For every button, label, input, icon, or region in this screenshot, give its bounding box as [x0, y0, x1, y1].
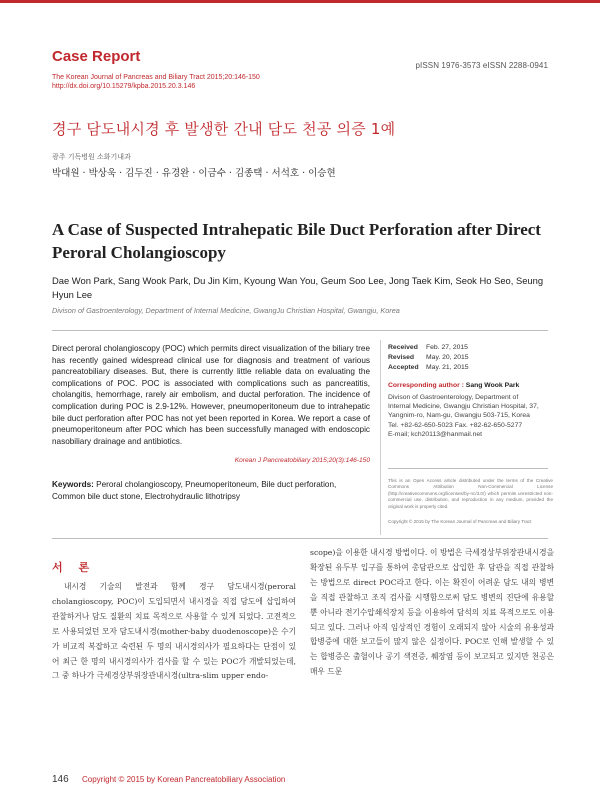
sidebar-divider	[380, 340, 381, 535]
body-left-column: 내시경 기술의 발전과 함께 경구 담도내시경(peroral cholangioscopy, POC)이 도입되면서 내시경을 직접 담도에 삽입하여 관찰하거나 담도 질환의 치료 목적으로 사용할 수 있게 되었다. 고전적으로 사용되었던 모자 담도내시경(mother-baby duodenoscope)은 수기가 비교적 복잡하고 숙련된 두 명의 내시경의사가 필요하다는 단점이 있어 최근 한 명의 내시경의사가 검사를 할 수 있는 POC가 개발되었는데, 그 중 하나가 극세경상부위장관내시경(ultra-slim upper endo-	[52, 582, 296, 681]
journal-citation-line: The Korean Journal of Pancreas and Biliary Tract 2015;20:146-150	[52, 74, 260, 81]
english-title: A Case of Suspected Intrahepatic Bile Duct Perforation after Direct Peroral Cholangioscopy	[52, 220, 541, 262]
korean-authors: 박대원 · 박상욱 · 김두진 · 유경완 · 이금수 · 김종택 · 서석호 · 이승현	[52, 168, 336, 179]
issn-line: pISSN 1976-3573 eISSN 2288-0941	[415, 61, 548, 70]
footer-copyright: Copyright © 2015 by Korean Pancreatobiliary Association	[82, 775, 286, 784]
section-heading-introduction: 서 론	[52, 561, 96, 574]
korean-title: 경구 담도내시경 후 발생한 간내 담도 천공 의증 1예	[52, 120, 396, 138]
page-number: 146	[52, 774, 69, 785]
keywords-label: Keywords:	[52, 480, 94, 489]
header-divider	[52, 330, 548, 331]
open-access-notice: This is an Open Access article distributed under the terms of the Creative Commons Attribution Non-Commercial License (http://creativecommons.org/licenses/by-nc/3.0/) which permits unrestricted non-commercial use, distribution, and reproduction in any medium, provided the original work is properly cited.	[388, 478, 553, 509]
sidebar-rule	[388, 468, 548, 469]
korean-affiliation: 광주 기독병원 소화기내과	[52, 153, 131, 161]
abstract-text: Direct peroral cholangioscopy (POC) which permits direct visualization of the biliary tree has recently gained widespread clinical use for diagnosis and treatment of various pancreatobiliary diseases. But, there is currently little reliable data on evaluating the complications of POC. POC is associated with complications such as pancreatitis, cholangitis, hemorrhage, rarely air embolism, and ductal perforation. The incidence of complication during POC is 2.9-12%. However, pneumoperitoneum due to intrahepatic bile duct perforation after POC has not yet been reported in Korea. We report a case of pneumoperitoneum after POC which has been successfully managed with endoscopic nasobiliary drainage and antibiotics.	[52, 344, 370, 446]
top-accent-rule	[0, 0, 600, 3]
english-affiliation: Divison of Gastroenterology, Department of Internal Medicine, GwangJu Christian Hospital, Gwangju, Korea	[52, 306, 400, 315]
article-type-label: Case Report	[52, 48, 141, 65]
keywords	[52, 479, 370, 502]
body-right-column: scope)을 이용한 내시경 방법이다. 이 방법은 극세경상부위장관내시경을 확장된 유두부 입구를 통하여 총담관으로 삽입한 후 담관을 직접 관찰하는 방법으로 direct POC라고 한다. 이는 확진이 어려운 담도 내의 병변을 직접 관찰하고 조직 검사를 시행함으로써 담도 병변의 진단에 유용할 뿐 아니라 전기수압쇄석장치 등을 이용하여 담석의 치료 목적으로도 이용되고 있다. 그러나 아직 임상적인 경험이 오래되지 않아 시술의 유용성과 합병증에 대한 보고들이 많지 않은 실정이다. POC로 인해 발생할 수 있는 합병증은 출혈이나 공기 색전증, 췌장염 등이 보고되고 있지만 천공은 매우 드문	[310, 548, 554, 677]
body-divider	[52, 538, 548, 539]
corresponding-author-label: Corresponding author : Sang Wook Park	[388, 382, 520, 389]
doi-link[interactable]: http://dx.doi.org/10.15279/kpba.2015.20.3.146	[52, 83, 196, 90]
journal-copyright: Copyright © 2015 by The Korean Journal of Pancreas and Biliary Tract	[388, 519, 532, 524]
english-authors: Dae Won Park, Sang Wook Park, Du Jin Kim, Kyoung Wan You, Geum Soo Lee, Jong Taek Kim, Seok Ho Seo, Seung Hyun Lee	[52, 275, 544, 300]
date-accepted: Accepted May. 21, 2015	[388, 364, 469, 371]
corresponding-email[interactable]: E-mail; kch20113@hanmail.net	[388, 430, 483, 438]
corresponding-author-name: Sang Wook Park	[465, 382, 520, 389]
abstract-citation: Korean J Pancreatobiliary 2015;20(3):146-150	[234, 457, 370, 464]
corresponding-author-address: Divison of Gastroenterology, Department of Internal Medicine, Gwangju Christian Hospital, 37, Yangnim-ro, Nam-gu, Gwangju 503-715, Korea Tel. +82-62-650-5023 Fax. +82-62-650-5277 E-mail; kch20113@hanmail.net	[388, 393, 553, 439]
keywords-text: Peroral cholangioscopy, Pneumoperitoneum, Bile duct perforation, Common bile duct stone, Electrohydraulic lithotripsy	[52, 480, 337, 501]
date-revised: Revised May. 20, 2015	[388, 354, 469, 361]
article-dates	[388, 343, 469, 373]
date-received: Received Feb. 27, 2015	[388, 344, 468, 351]
